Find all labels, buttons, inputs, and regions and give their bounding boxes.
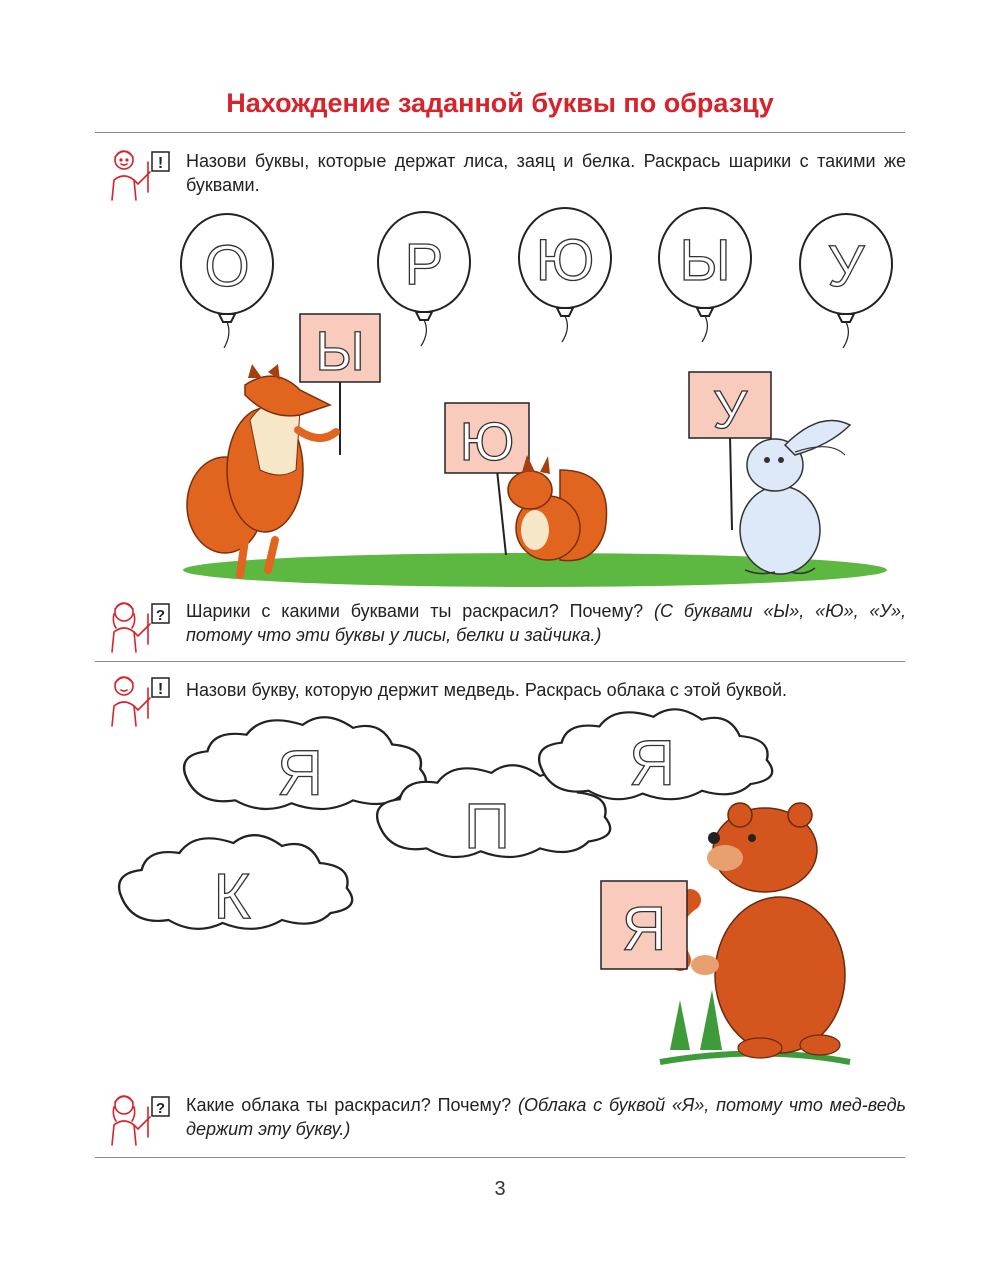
cloud[interactable] (184, 717, 426, 809)
question2-text (186, 1093, 906, 1141)
cloud-letter: Я (628, 727, 676, 799)
balloon-letter: О (204, 234, 250, 299)
svg-text:?: ? (155, 1100, 166, 1117)
svg-text:!: ! (157, 681, 164, 698)
divider-bottom (95, 1157, 905, 1158)
cloud-letter: Я (276, 737, 324, 809)
question1-question: Шарики с какими буквами ты раскрасил? Почему? (186, 601, 644, 621)
squirrel-sign-letter: Ю (459, 412, 515, 472)
bear-illustration (601, 803, 850, 1062)
balloon-letter: Р (404, 232, 444, 297)
cloud-letter: К (213, 860, 251, 932)
girl-question-icon (102, 1087, 174, 1147)
fox-sign-letter: Ы (315, 319, 365, 382)
cloud[interactable] (539, 709, 772, 799)
page-number: 3 (494, 1178, 506, 1200)
svg-text:?: ? (155, 607, 166, 624)
balloon-letter: Ы (679, 228, 731, 293)
hare-sign-letter: У (712, 380, 748, 440)
task2-instruction: Назови букву, которую держит медведь. Раскрась облака с этой буквой. (186, 680, 788, 700)
bear-sign-letter: Я (621, 895, 667, 964)
page-title: Нахождение заданной буквы по образцу (226, 88, 774, 118)
balloon-letter: У (827, 234, 865, 299)
question2-answer: (Облака с буквой «Я», потому что мед-ведь держит эту букву.) (186, 1095, 906, 1139)
question2-question: Какие облака ты раскрасил? Почему? (186, 1095, 512, 1115)
balloon-letter: Ю (535, 228, 595, 293)
cloud-letter: П (464, 790, 510, 862)
task1-instruction: Назови буквы, которые держат лиса, заяц и белка. Раскрась шарики с такими же буквами. (186, 151, 906, 195)
question1-answer: (С буквами «Ы», «Ю», «У», потому что эти буквы у лисы, белки и зайчика.) (186, 601, 906, 645)
cloud[interactable] (119, 835, 352, 932)
svg-text:!: ! (157, 155, 164, 172)
